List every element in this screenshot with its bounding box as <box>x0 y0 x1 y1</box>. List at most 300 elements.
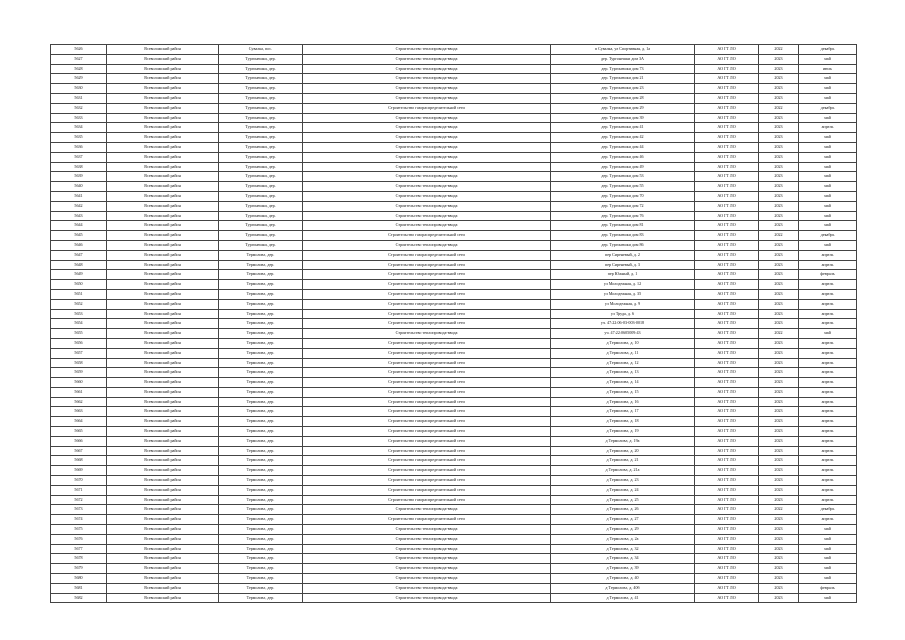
table-row <box>51 417 857 427</box>
month-cell: декабрь <box>799 45 857 55</box>
settlement-cell: Термоловл, дер. <box>219 378 303 388</box>
district-cell: Всеволожский район <box>107 54 219 64</box>
district-cell: Всеволожский район <box>107 240 219 250</box>
month-cell: май <box>799 534 857 544</box>
address-cell: дер. Тургонешки дом 42 <box>551 133 695 143</box>
row-number-cell: 5658 <box>51 358 107 368</box>
settlement-cell: Термоловл, дер. <box>219 534 303 544</box>
district-cell: Всеволожский район <box>107 191 219 201</box>
row-number-cell: 5641 <box>51 191 107 201</box>
organization-cell: АО ГТ ЛО <box>695 133 759 143</box>
year-cell: 2023 <box>759 182 799 192</box>
month-cell: апрель <box>799 427 857 437</box>
year-cell: 2023 <box>759 64 799 74</box>
district-cell: Всеволожский район <box>107 84 219 94</box>
address-cell: д Термоловл, д. 40б <box>551 583 695 593</box>
district-cell: Всеволожский район <box>107 113 219 123</box>
row-number-cell: 5672 <box>51 495 107 505</box>
work-type-cell: Строительство газораспределительной сети <box>303 446 551 456</box>
address-cell: д Термоловл, д. 14 <box>551 378 695 388</box>
address-cell: д Термоловл, д. 24 <box>551 485 695 495</box>
year-cell: 2023 <box>759 299 799 309</box>
organization-cell: АО ГТ ЛО <box>695 495 759 505</box>
work-type-cell: Строительство газораспределительной сети <box>303 368 551 378</box>
address-cell: д Термоловл, д. 26 <box>551 505 695 515</box>
district-cell: Всеволожский район <box>107 93 219 103</box>
organization-cell: АО ГТ ЛО <box>695 299 759 309</box>
district-cell: Всеволожский район <box>107 270 219 280</box>
settlement-cell: Термоловл, дер. <box>219 289 303 299</box>
work-type-cell: Строительство газораспределительной сети <box>303 289 551 299</box>
row-number-cell: 5681 <box>51 583 107 593</box>
table-row <box>51 456 857 466</box>
year-cell: 2023 <box>759 436 799 446</box>
district-cell: Всеволожский район <box>107 172 219 182</box>
month-cell: декабрь <box>799 103 857 113</box>
month-cell: май <box>799 329 857 339</box>
address-cell: дер. Тургонешки дом 23 <box>551 84 695 94</box>
table-row <box>51 182 857 192</box>
row-number-cell: 5629 <box>51 74 107 84</box>
address-cell: дер. Тургонешки дом 86 <box>551 240 695 250</box>
row-number-cell: 5628 <box>51 64 107 74</box>
year-cell: 2023 <box>759 240 799 250</box>
address-cell: дер. Тургонешки дом 70 <box>551 191 695 201</box>
work-type-cell: Строительство теплопровода-ввода <box>303 534 551 544</box>
year-cell: 2023 <box>759 133 799 143</box>
organization-cell: АО ГТ ЛО <box>695 201 759 211</box>
table-row <box>51 329 857 339</box>
district-cell: Всеволожский район <box>107 378 219 388</box>
table-row <box>51 240 857 250</box>
row-number-cell: 5655 <box>51 329 107 339</box>
district-cell: Всеволожский район <box>107 309 219 319</box>
settlement-cell: Тургонешки, дер. <box>219 54 303 64</box>
work-type-cell: Строительство газораспределительной сети <box>303 417 551 427</box>
district-cell: Всеволожский район <box>107 427 219 437</box>
work-type-cell: Строительство газораспределительной сети <box>303 407 551 417</box>
district-cell: Всеволожский район <box>107 515 219 525</box>
organization-cell: АО ГТ ЛО <box>695 93 759 103</box>
table-row <box>51 299 857 309</box>
table-row <box>51 270 857 280</box>
year-cell: 2023 <box>759 564 799 574</box>
settlement-cell: Термоловл, дер. <box>219 466 303 476</box>
organization-cell: АО ГТ ЛО <box>695 142 759 152</box>
row-number-cell: 5639 <box>51 172 107 182</box>
address-cell: д Термоловл, д. 27 <box>551 515 695 525</box>
row-number-cell: 5675 <box>51 525 107 535</box>
table-row <box>51 319 857 329</box>
organization-cell: АО ГТ ЛО <box>695 329 759 339</box>
year-cell: 2023 <box>759 250 799 260</box>
district-cell: Всеволожский район <box>107 348 219 358</box>
settlement-cell: Термоловл, дер. <box>219 544 303 554</box>
address-cell: дер. Тургонешки дом 76 <box>551 211 695 221</box>
work-type-cell: Строительство газораспределительной сети <box>303 436 551 446</box>
settlement-cell: Тургонешки, дер. <box>219 182 303 192</box>
row-number-cell: 5662 <box>51 397 107 407</box>
work-type-cell: Строительство теплопровода-ввода <box>303 152 551 162</box>
district-cell: Всеволожский район <box>107 133 219 143</box>
work-type-cell: Строительство газораспределительной сети <box>303 280 551 290</box>
district-cell: Всеволожский район <box>107 593 219 603</box>
address-cell: ул Молодежная, д. 35 <box>551 289 695 299</box>
district-cell: Всеволожский район <box>107 446 219 456</box>
work-type-cell: Строительство газораспределительной сети <box>303 309 551 319</box>
table-row <box>51 564 857 574</box>
year-cell: 2023 <box>759 260 799 270</box>
table-row <box>51 397 857 407</box>
organization-cell: АО ГТ ЛО <box>695 427 759 437</box>
organization-cell: АО ГТ ЛО <box>695 182 759 192</box>
organization-cell: АО ГТ ЛО <box>695 476 759 486</box>
address-cell: д Термоловл, д. 32 <box>551 544 695 554</box>
organization-cell: АО ГТ ЛО <box>695 191 759 201</box>
work-type-cell: Строительство теплопровода-ввода <box>303 544 551 554</box>
month-cell: апрель <box>799 485 857 495</box>
month-cell: апрель <box>799 280 857 290</box>
organization-cell: АО ГТ ЛО <box>695 280 759 290</box>
settlement-cell: Термоловл, дер. <box>219 358 303 368</box>
settlement-cell: Тургонешки, дер. <box>219 240 303 250</box>
month-cell: апрель <box>799 358 857 368</box>
work-type-cell: Строительство теплопровода-ввода <box>303 201 551 211</box>
organization-cell: АО ГТ ЛО <box>695 231 759 241</box>
organization-cell: АО ГТ ЛО <box>695 515 759 525</box>
district-cell: Всеволожский район <box>107 564 219 574</box>
district-cell: Всеволожский район <box>107 387 219 397</box>
district-cell: Всеволожский район <box>107 152 219 162</box>
settlement-cell: Термоловл, дер. <box>219 407 303 417</box>
year-cell: 2023 <box>759 387 799 397</box>
row-number-cell: 5647 <box>51 250 107 260</box>
month-cell: май <box>799 182 857 192</box>
row-number-cell: 5635 <box>51 133 107 143</box>
address-cell: д Термоловл, д. 34 <box>551 554 695 564</box>
row-number-cell: 5648 <box>51 260 107 270</box>
row-number-cell: 5668 <box>51 456 107 466</box>
address-cell: дер. Тургонешки дом 3А <box>551 54 695 64</box>
month-cell: апрель <box>799 515 857 525</box>
work-type-cell: Строительство теплопровода-ввода <box>303 142 551 152</box>
year-cell: 2023 <box>759 378 799 388</box>
settlement-cell: Термоловл, дер. <box>219 309 303 319</box>
district-cell: Всеволожский район <box>107 534 219 544</box>
address-cell: дер. Тургонешки дом 81 <box>551 221 695 231</box>
month-cell: апрель <box>799 260 857 270</box>
year-cell: 2023 <box>759 319 799 329</box>
settlement-cell: Тургонешки, дер. <box>219 152 303 162</box>
work-type-cell: Строительство теплопровода-ввода <box>303 64 551 74</box>
district-cell: Всеволожский район <box>107 485 219 495</box>
year-cell: 2022 <box>759 329 799 339</box>
work-type-cell: Строительство теплопровода-ввода <box>303 554 551 564</box>
address-cell: ул Молодежная, д. 9 <box>551 299 695 309</box>
row-number-cell: 5645 <box>51 231 107 241</box>
address-cell: дер. Тургонешки дом 83 <box>551 231 695 241</box>
organization-cell: АО ГТ ЛО <box>695 64 759 74</box>
month-cell: май <box>799 525 857 535</box>
work-type-cell: Строительство теплопровода-ввода <box>303 182 551 192</box>
year-cell: 2023 <box>759 407 799 417</box>
table-row <box>51 289 857 299</box>
district-cell: Всеволожский район <box>107 397 219 407</box>
row-number-cell: 5626 <box>51 45 107 55</box>
address-cell: д Термоловл, д. 21а <box>551 466 695 476</box>
work-type-cell: Строительство газораспределительной сети <box>303 456 551 466</box>
address-cell: дер. Тургонешки дом 21 <box>551 74 695 84</box>
table-row <box>51 505 857 515</box>
address-cell: дер. Тургонешки дом 46 <box>551 152 695 162</box>
work-type-cell: Строительство теплопровода-ввода <box>303 505 551 515</box>
year-cell: 2023 <box>759 113 799 123</box>
table-row <box>51 387 857 397</box>
month-cell: апрель <box>799 456 857 466</box>
address-cell: пер Сиреневый, д. 3 <box>551 260 695 270</box>
work-type-cell: Строительство теплопровода-ввода <box>303 172 551 182</box>
address-cell: д Термоловл, д. 20 <box>551 446 695 456</box>
year-cell: 2023 <box>759 221 799 231</box>
work-type-cell: Строительство газораспределительной сети <box>303 103 551 113</box>
row-number-cell: 5644 <box>51 221 107 231</box>
address-cell: дер. Тургонешки дом 29 <box>551 103 695 113</box>
year-cell: 2023 <box>759 211 799 221</box>
address-cell: дер. Тургонешки дом 44 <box>551 142 695 152</box>
month-cell: апрель <box>799 495 857 505</box>
table-row <box>51 534 857 544</box>
organization-cell: АО ГТ ЛО <box>695 211 759 221</box>
settlement-cell: Термоловл, дер. <box>219 554 303 564</box>
settlement-cell: Термоловл, дер. <box>219 495 303 505</box>
work-type-cell: Строительство теплопровода-ввода <box>303 574 551 584</box>
district-cell: Всеволожский район <box>107 142 219 152</box>
table-row <box>51 250 857 260</box>
row-number-cell: 5665 <box>51 427 107 437</box>
district-cell: Всеволожский район <box>107 250 219 260</box>
organization-cell: АО ГТ ЛО <box>695 544 759 554</box>
data-table <box>50 44 857 603</box>
row-number-cell: 5677 <box>51 544 107 554</box>
district-cell: Всеволожский район <box>107 299 219 309</box>
month-cell: апрель <box>799 407 857 417</box>
work-type-cell: Строительство теплопровода-ввода <box>303 93 551 103</box>
address-cell: д Термоловл, д. 18 <box>551 417 695 427</box>
row-number-cell: 5650 <box>51 280 107 290</box>
work-type-cell: Строительство теплопровода-ввода <box>303 84 551 94</box>
district-cell: Всеволожский район <box>107 289 219 299</box>
organization-cell: АО ГТ ЛО <box>695 172 759 182</box>
settlement-cell: Тургонешки, дер. <box>219 74 303 84</box>
district-cell: Всеволожский район <box>107 417 219 427</box>
address-cell: ул Молодежная, д. 12 <box>551 280 695 290</box>
work-type-cell: Строительство газораспределительной сети <box>303 427 551 437</box>
row-number-cell: 5651 <box>51 289 107 299</box>
settlement-cell: Термоловл, дер. <box>219 338 303 348</box>
district-cell: Всеволожский район <box>107 45 219 55</box>
year-cell: 2023 <box>759 309 799 319</box>
organization-cell: АО ГТ ЛО <box>695 103 759 113</box>
work-type-cell: Строительство газораспределительной сети <box>303 270 551 280</box>
month-cell: май <box>799 113 857 123</box>
address-cell: д Термоловл, д. 15 <box>551 387 695 397</box>
address-cell: д Термоловл, д. 10 <box>551 338 695 348</box>
year-cell: 2023 <box>759 270 799 280</box>
year-cell: 2023 <box>759 476 799 486</box>
month-cell: май <box>799 162 857 172</box>
table-row <box>51 45 857 55</box>
month-cell: апрель <box>799 476 857 486</box>
table-row <box>51 280 857 290</box>
table-row <box>51 221 857 231</box>
year-cell: 2023 <box>759 289 799 299</box>
table-row <box>51 142 857 152</box>
table-row <box>51 476 857 486</box>
year-cell: 2023 <box>759 593 799 603</box>
settlement-cell: Термоловл, дер. <box>219 368 303 378</box>
organization-cell: АО ГТ ЛО <box>695 152 759 162</box>
year-cell: 2023 <box>759 54 799 64</box>
year-cell: 2023 <box>759 368 799 378</box>
table-row <box>51 84 857 94</box>
row-number-cell: 5679 <box>51 564 107 574</box>
work-type-cell: Строительство теплопровода-ввода <box>303 564 551 574</box>
organization-cell: АО ГТ ЛО <box>695 221 759 231</box>
address-cell: дер. Тургонешки дом 41 <box>551 123 695 133</box>
month-cell: апрель <box>799 309 857 319</box>
settlement-cell: Термоловл, дер. <box>219 329 303 339</box>
work-type-cell: Строительство теплопровода-ввода <box>303 221 551 231</box>
settlement-cell: Термоловл, дер. <box>219 397 303 407</box>
table-row <box>51 574 857 584</box>
district-cell: Всеволожский район <box>107 319 219 329</box>
table-row <box>51 231 857 241</box>
work-type-cell: Строительство газораспределительной сети <box>303 515 551 525</box>
settlement-cell: Тургонешки, дер. <box>219 221 303 231</box>
table-body <box>51 45 857 603</box>
table-row <box>51 485 857 495</box>
table-row <box>51 544 857 554</box>
row-number-cell: 5627 <box>51 54 107 64</box>
district-cell: Всеволожский район <box>107 495 219 505</box>
district-cell: Всеволожский район <box>107 476 219 486</box>
month-cell: апрель <box>799 466 857 476</box>
table-row <box>51 436 857 446</box>
organization-cell: АО ГТ ЛО <box>695 348 759 358</box>
address-cell: ул Труда, д. 6 <box>551 309 695 319</box>
work-type-cell: Строительство газораспределительной сети <box>303 231 551 241</box>
table-row <box>51 93 857 103</box>
settlement-cell: Термоловл, дер. <box>219 250 303 260</box>
address-cell: д Термоловл, д. 12 <box>551 358 695 368</box>
district-cell: Всеволожский район <box>107 583 219 593</box>
year-cell: 2023 <box>759 172 799 182</box>
row-number-cell: 5643 <box>51 211 107 221</box>
work-type-cell: Строительство газораспределительной сети <box>303 387 551 397</box>
organization-cell: АО ГТ ЛО <box>695 397 759 407</box>
organization-cell: АО ГТ ЛО <box>695 378 759 388</box>
year-cell: 2023 <box>759 280 799 290</box>
table-row <box>51 152 857 162</box>
settlement-cell: Термоловл, дер. <box>219 476 303 486</box>
address-cell: д Термоловл, д. 16 <box>551 397 695 407</box>
table-row <box>51 123 857 133</box>
organization-cell: АО ГТ ЛО <box>695 574 759 584</box>
row-number-cell: 5671 <box>51 485 107 495</box>
work-type-cell: Строительство теплопровода-ввода <box>303 54 551 64</box>
month-cell: февраль <box>799 583 857 593</box>
address-cell: д Термоловл, д. 17 <box>551 407 695 417</box>
address-cell: д Термоловл, д. 39 <box>551 564 695 574</box>
organization-cell: АО ГТ ЛО <box>695 593 759 603</box>
address-cell: уч. 47:22:06-03-003-0018 <box>551 319 695 329</box>
month-cell: май <box>799 211 857 221</box>
address-cell: д Термоловл, д. 19а <box>551 436 695 446</box>
month-cell: май <box>799 84 857 94</box>
year-cell: 2022 <box>759 45 799 55</box>
month-cell: май <box>799 201 857 211</box>
address-cell: дер. Тургонешки дом 53 <box>551 172 695 182</box>
organization-cell: АО ГТ ЛО <box>695 74 759 84</box>
month-cell: май <box>799 544 857 554</box>
work-type-cell: Строительство теплопровода-ввода <box>303 329 551 339</box>
address-cell: пер Сиреневый, д. 2 <box>551 250 695 260</box>
settlement-cell: Термоловл, дер. <box>219 417 303 427</box>
organization-cell: АО ГТ ЛО <box>695 319 759 329</box>
address-cell: д Термоловл, д. 23 <box>551 476 695 486</box>
organization-cell: АО ГТ ЛО <box>695 368 759 378</box>
month-cell: декабрь <box>799 505 857 515</box>
row-number-cell: 5661 <box>51 387 107 397</box>
work-type-cell: Строительство газораспределительной сети <box>303 299 551 309</box>
year-cell: 2023 <box>759 525 799 535</box>
row-number-cell: 5682 <box>51 593 107 603</box>
settlement-cell: Термоловл, дер. <box>219 427 303 437</box>
table-row <box>51 162 857 172</box>
month-cell: май <box>799 54 857 64</box>
month-cell: май <box>799 152 857 162</box>
year-cell: 2023 <box>759 348 799 358</box>
year-cell: 2023 <box>759 338 799 348</box>
settlement-cell: Тургонешки, дер. <box>219 64 303 74</box>
address-cell: дер. Тургонешки дом 73 <box>551 64 695 74</box>
row-number-cell: 5664 <box>51 417 107 427</box>
work-type-cell: Строительство газораспределительной сети <box>303 260 551 270</box>
settlement-cell: Тургонешки, дер. <box>219 191 303 201</box>
year-cell: 2023 <box>759 142 799 152</box>
district-cell: Всеволожский район <box>107 456 219 466</box>
work-type-cell: Строительство теплопровода-ввода <box>303 211 551 221</box>
district-cell: Всеволожский район <box>107 466 219 476</box>
district-cell: Всеволожский район <box>107 280 219 290</box>
district-cell: Всеволожский район <box>107 338 219 348</box>
month-cell: апрель <box>799 338 857 348</box>
organization-cell: АО ГТ ЛО <box>695 162 759 172</box>
table-row <box>51 309 857 319</box>
settlement-cell: Термоловл, дер. <box>219 505 303 515</box>
table-row <box>51 446 857 456</box>
work-type-cell: Строительство газораспределительной сети <box>303 378 551 388</box>
district-cell: Всеволожский район <box>107 182 219 192</box>
settlement-cell: Термоловл, дер. <box>219 456 303 466</box>
settlement-cell: Термоловл, дер. <box>219 525 303 535</box>
settlement-cell: Термоловл, дер. <box>219 583 303 593</box>
address-cell: дер. Тургонешки дом 72 <box>551 201 695 211</box>
year-cell: 2023 <box>759 583 799 593</box>
row-number-cell: 5670 <box>51 476 107 486</box>
month-cell: апрель <box>799 348 857 358</box>
year-cell: 2023 <box>759 544 799 554</box>
